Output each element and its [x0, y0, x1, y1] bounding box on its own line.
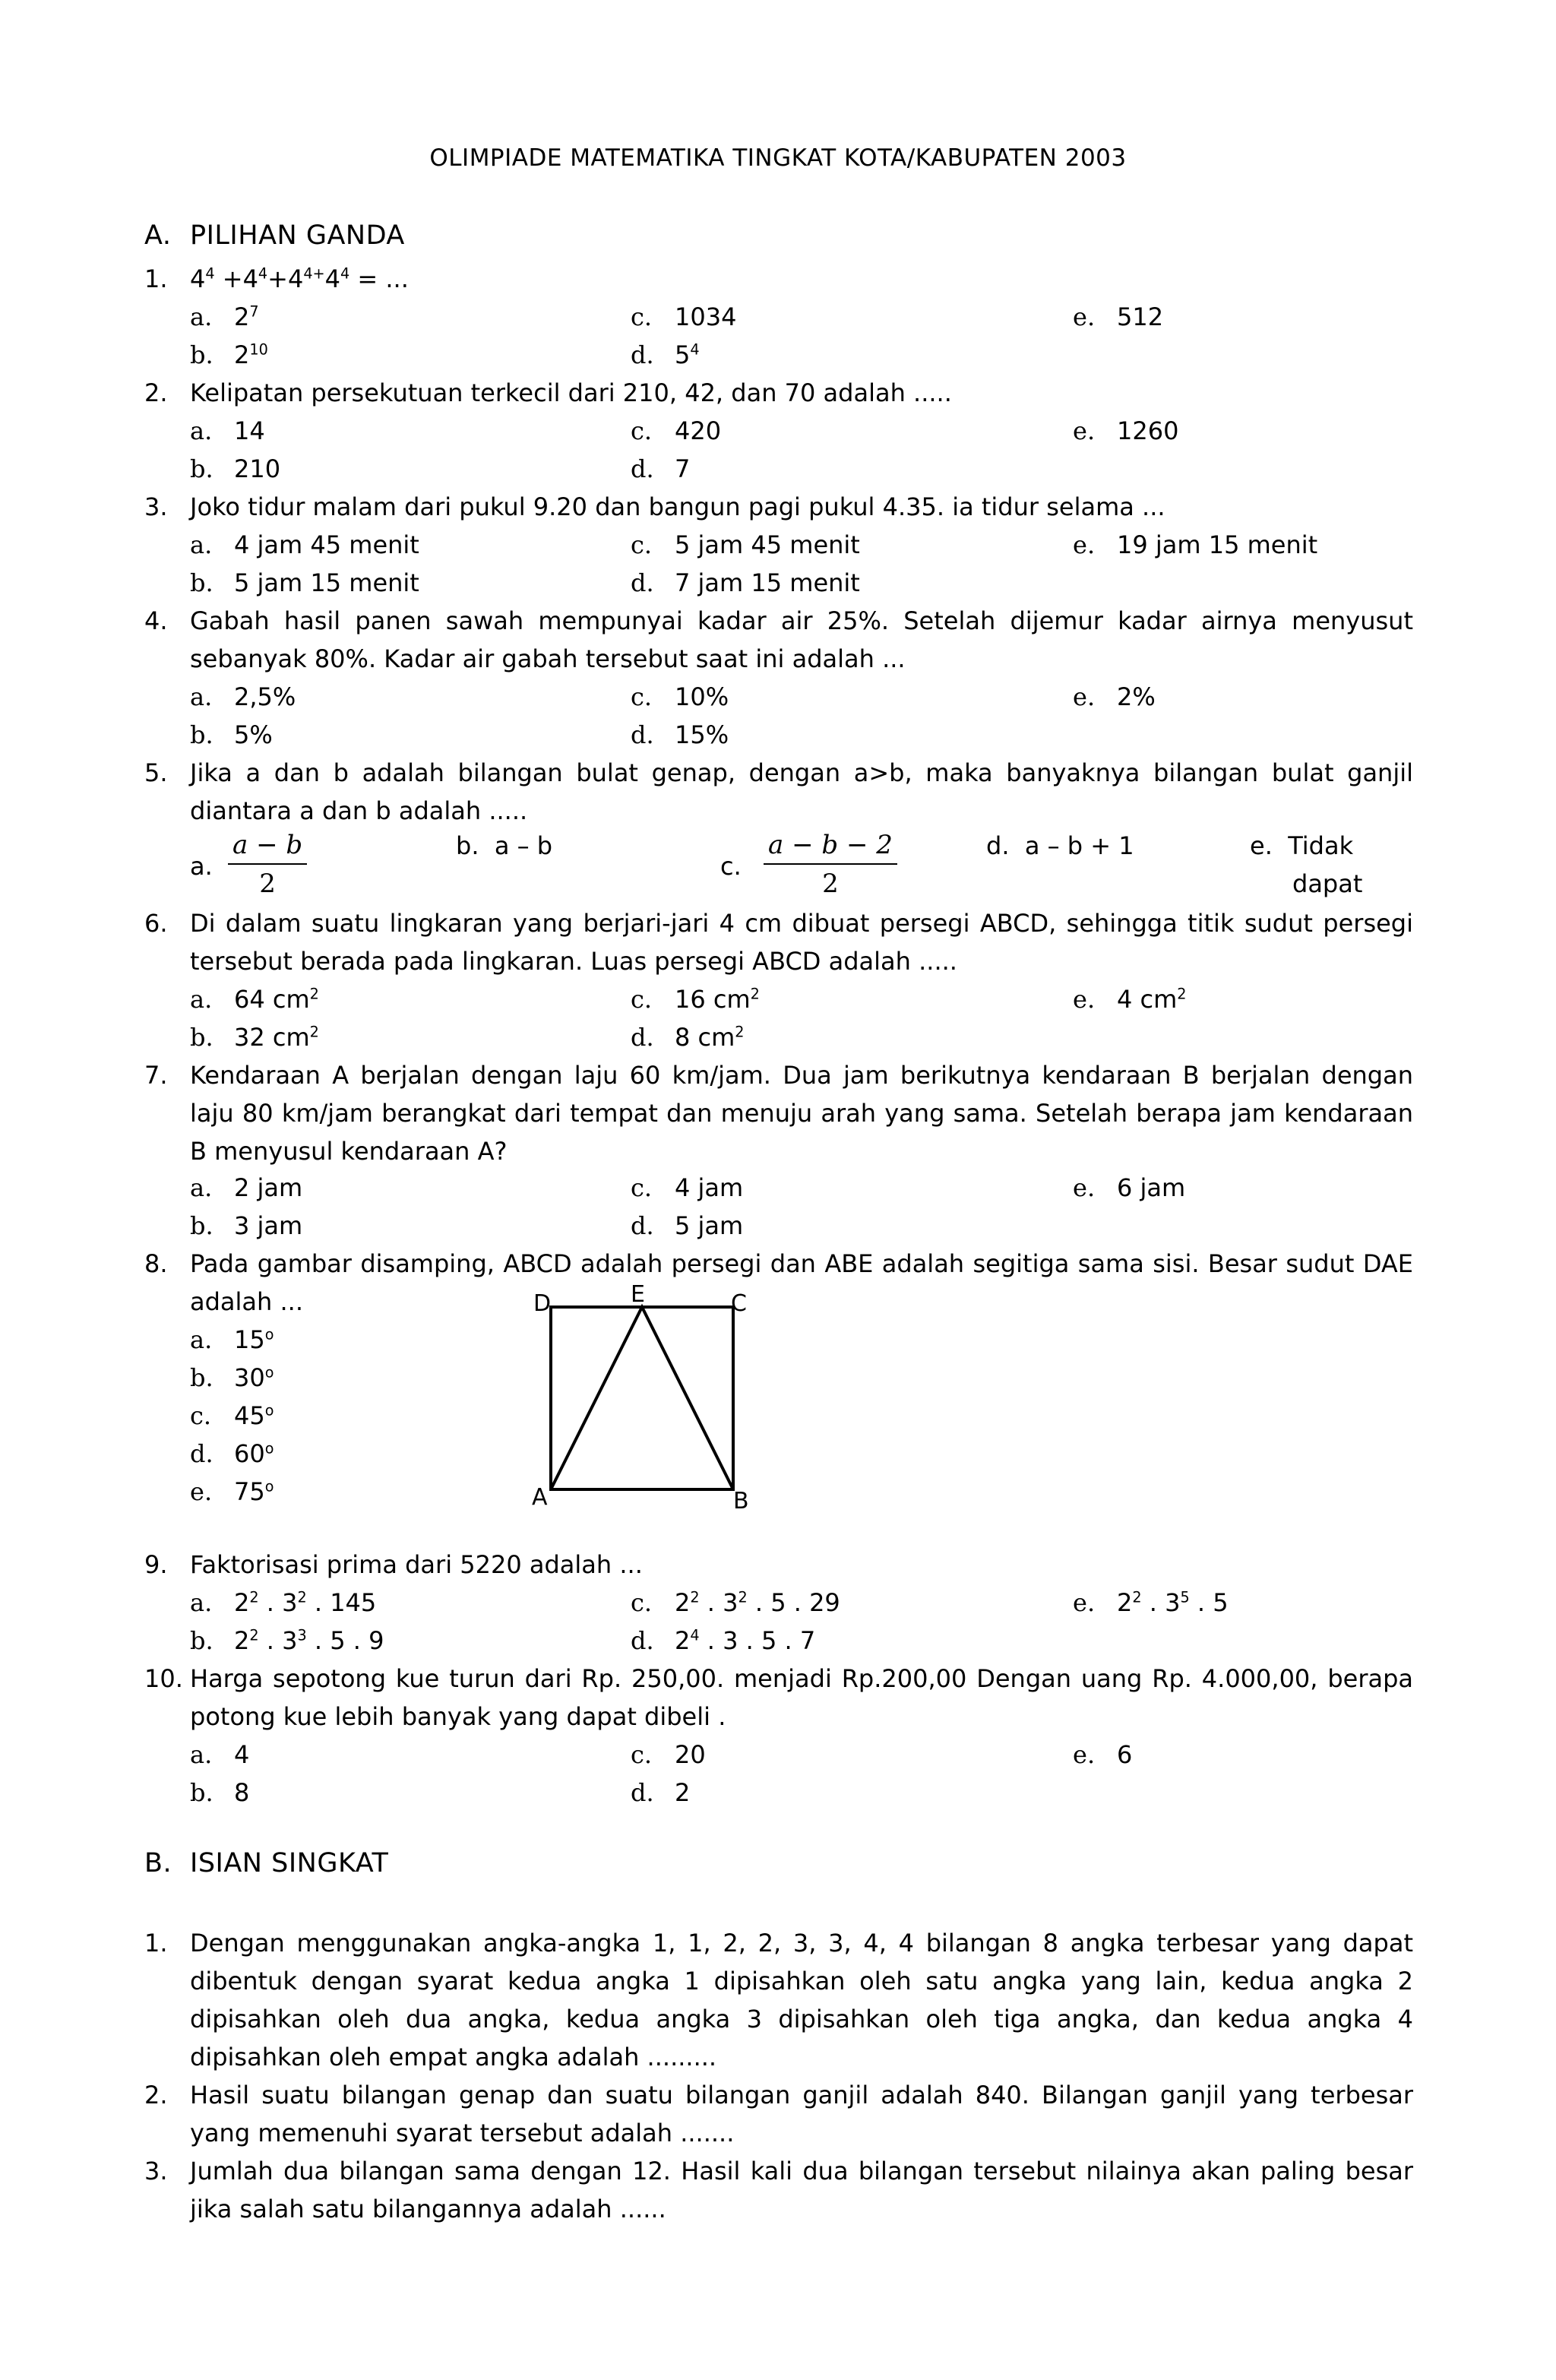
short-question-1: 1. Dengan menggunakan angka-angka 1, 1, 2, 2, 3, 3, 4, 4 bilangan 8 angka terbesar yang dapat dibentuk dengan syarat kedua angka 1 dipisahkan oleh satu angka yang lain, kedua angka 2 dipisahkan oleh dua angka, kedua angka 3 dipisahkan oleh tiga angka, dan kedua angka 4 dipisahkan oleh empat angka adalah .........: [144, 1924, 1413, 2076]
section-name: PILIHAN GANDA: [190, 220, 405, 251]
option-a: a. $2^7$: [190, 302, 259, 331]
question-number: 1.: [144, 264, 168, 293]
section-letter: A.: [144, 220, 172, 251]
question-text: Joko tidur malam dari pukul 9.20 dan bangun pagi pukul 4.35. ia tidur selama ...: [190, 492, 1165, 521]
question-10: 10. Harga sepotong kue turun dari Rp. 250,00. menjadi Rp.200,00 Dengan uang Rp. 4.000,00, berapa potong kue lebih banyak yang dapat dibeli .: [144, 1660, 1413, 1736]
question-3: 3. Joko tidur malam dari pukul 9.20 dan bangun pagi pukul 4.35. ia tidur selama ...: [144, 488, 1413, 526]
section-letter: B.: [144, 1848, 172, 1878]
option-d: d. a – b + 1: [986, 831, 1134, 860]
short-question-2: 2. Hasil suatu bilangan genap dan suatu bilangan ganjil adalah 840. Bilangan ganjil yang terbesar yang memenuhi syarat tersebut adalah .......: [144, 2076, 1413, 2152]
option-e: e. 512: [1073, 302, 1164, 331]
option-a: a. 4: [190, 1740, 250, 1769]
question-text: Jika a dan b adalah bilangan bulat genap, dengan a>b, maka banyaknya bilangan bulat ganjil diantara a dan b adalah .....: [190, 758, 1413, 825]
question-text: $4^4 +4^4+4^{4+}4^4$ = ...: [190, 264, 409, 293]
option-c: c. $2^2$ . $3^2$ . 5 . 29: [631, 1588, 840, 1617]
option-e: e. 19 jam 15 menit: [1073, 530, 1318, 559]
question-text: Kendaraan A berjalan dengan laju 60 km/jam. Dua jam berikutnya kendaraan B berjalan dengan laju 80 km/jam berangkat dari tempat dan menuju arah yang sama. Setelah berapa jam kendaraan B menyusul kendaraan A?: [190, 1061, 1413, 1166]
option-e: e. 4 $cm^2$: [1073, 985, 1187, 1014]
question-6: 6. Di dalam suatu lingkaran yang berjari-jari 4 cm dibuat persegi ABCD, sehingga titik sudut persegi tersebut berada pada lingkaran. Luas persegi ABCD adalah .....: [144, 904, 1413, 980]
square-abcd: [551, 1307, 733, 1489]
question-text: Di dalam suatu lingkaran yang berjari-jari 4 cm dibuat persegi ABCD, sehingga titik sudut persegi tersebut berada pada lingkaran. Luas persegi ABCD adalah .....: [190, 909, 1413, 976]
option-b: b. 210: [190, 454, 281, 483]
question-text: Gabah hasil panen sawah mempunyai kadar air 25%. Setelah dijemur kadar airnya menyusut sebanyak 80%. Kadar air gabah tersebut saat ini adalah ...: [190, 606, 1413, 673]
section-a-heading: [144, 220, 405, 251]
option-d: d. 15%: [631, 720, 729, 749]
option-c: c. 420: [631, 416, 722, 445]
option-c: c. 16 $cm^2$: [631, 985, 760, 1014]
question-text: Faktorisasi prima dari 5220 adalah ...: [190, 1550, 643, 1579]
vertex-label-a: A: [532, 1484, 548, 1511]
option-a: a. 15$^o$: [190, 1325, 274, 1354]
option-e: e. 75$^o$: [190, 1477, 274, 1506]
option-b: b. a – b: [456, 831, 553, 860]
question-7: 7. Kendaraan A berjalan dengan laju 60 km/jam. Dua jam berikutnya kendaraan B berjalan dengan laju 80 km/jam berangkat dari tempat dan menuju arah yang sama. Setelah berapa jam kendaraan B menyusul kendaraan A?: [144, 1056, 1413, 1170]
option-a: a. 2 jam: [190, 1173, 303, 1202]
vertex-label-b: B: [733, 1488, 749, 1514]
option-d: d. 8 $cm^2$: [631, 1023, 745, 1052]
option-a-letter: a.: [190, 852, 213, 881]
option-e: e. 1260: [1073, 416, 1179, 445]
option-e: e. Tidak: [1250, 831, 1354, 860]
option-d: d. 7: [631, 454, 691, 483]
option-d: d. 60$^o$: [190, 1439, 274, 1468]
option-a: a. $2^2$ . $3^2$ . 145: [190, 1588, 377, 1617]
option-a-fraction: $\frac{a - b}{2}$: [228, 827, 307, 903]
question-8: 8. Pada gambar disamping, ABCD adalah persegi dan ABE adalah segitiga sama sisi. Besar sudut DAE adalah ...: [144, 1245, 1413, 1321]
option-b: b. 5 jam 15 menit: [190, 568, 419, 597]
square-triangle-figure: [524, 1273, 767, 1524]
vertex-label-c: C: [731, 1290, 747, 1317]
option-d: d. 5 jam: [631, 1211, 744, 1240]
option-c: c. 4 jam: [631, 1173, 744, 1202]
option-b: b. 32 $cm^2$: [190, 1023, 319, 1052]
question-text: Jumlah dua bilangan sama dengan 12. Hasil kali dua bilangan tersebut nilainya akan paling besar jika salah satu bilangannya adalah ......: [190, 2157, 1413, 2223]
document-title: OLIMPIADE MATEMATIKA TINGKAT KOTA/KABUPATEN 2003: [429, 144, 1127, 172]
question-text: Hasil suatu bilangan genap dan suatu bilangan ganjil adalah 840. Bilangan ganjil yang terbesar yang memenuhi syarat tersebut adalah .......: [190, 2081, 1413, 2147]
option-a: a. 64 $cm^2$: [190, 985, 319, 1014]
option-b: b. 30$^o$: [190, 1363, 274, 1392]
section-name: ISIAN SINGKAT: [190, 1848, 389, 1878]
question-text: Harga sepotong kue turun dari Rp. 250,00. menjadi Rp.200,00 Dengan uang Rp. 4.000,00, berapa potong kue lebih banyak yang dapat dibeli .: [190, 1664, 1413, 1731]
vertex-label-e: E: [631, 1281, 645, 1308]
question-text: Pada gambar disamping, ABCD adalah persegi dan ABE adalah segitiga sama sisi. Besar sudut DAE adalah ...: [190, 1249, 1413, 1316]
short-question-3: 3. Jumlah dua bilangan sama dengan 12. Hasil kali dua bilangan tersebut nilainya akan paling besar jika salah satu bilangannya adalah ......: [144, 2152, 1413, 2228]
option-e: e. 6 jam: [1073, 1173, 1186, 1202]
option-c: c. 10%: [631, 682, 729, 711]
option-c: c. 5 jam 45 menit: [631, 530, 860, 559]
question-2: 2. Kelipatan persekutuan terkecil dari 210, 42, dan 70 adalah .....: [144, 374, 1413, 412]
option-c-fraction: $\frac{a - b - 2}{2}$: [764, 827, 897, 903]
option-d: d. 2: [631, 1778, 691, 1807]
option-c: c. 20: [631, 1740, 706, 1769]
option-b: b. 3 jam: [190, 1211, 303, 1240]
option-c: c. 45$^o$: [190, 1401, 274, 1430]
option-d: d. 7 jam 15 menit: [631, 568, 860, 597]
option-d: d. $5^4$: [631, 340, 700, 369]
option-b: b. 8: [190, 1778, 250, 1807]
option-c: c. 1034: [631, 302, 737, 331]
option-e: e. 2%: [1073, 682, 1156, 711]
option-b: b. 5%: [190, 720, 273, 749]
option-e-line2: dapat: [1292, 869, 1363, 898]
option-b: b. $2^2$ . $3^3$ . 5 . 9: [190, 1626, 384, 1655]
option-d: d. $2^4$ . 3 . 5 . 7: [631, 1626, 816, 1655]
question-5: 5. Jika a dan b adalah bilangan bulat genap, dengan a>b, maka banyaknya bilangan bulat ganjil diantara a dan b adalah .....: [144, 754, 1413, 830]
section-b-heading: [144, 1848, 388, 1878]
question-4: 4. Gabah hasil panen sawah mempunyai kadar air 25%. Setelah dijemur kadar airnya menyusut sebanyak 80%. Kadar air gabah tersebut saat ini adalah ...: [144, 602, 1413, 678]
option-a: a. 2,5%: [190, 682, 296, 711]
option-c-letter: c.: [720, 852, 742, 881]
question-9: 9. Faktorisasi prima dari 5220 adalah ...: [144, 1546, 1413, 1584]
vertex-label-d: D: [533, 1290, 552, 1317]
question-1: [144, 260, 1413, 298]
question-text: Kelipatan persekutuan terkecil dari 210, 42, dan 70 adalah .....: [190, 378, 952, 407]
triangle-abe: [551, 1307, 733, 1489]
option-e: e. $2^2$ . $3^5$ . 5: [1073, 1588, 1229, 1617]
question-text: Dengan menggunakan angka-angka 1, 1, 2, 2, 3, 3, 4, 4 bilangan 8 angka terbesar yang dapat dibentuk dengan syarat kedua angka 1 dipisahkan oleh satu angka yang lain, kedua angka 2 dipisahkan oleh dua angka, kedua angka 3 dipisahkan oleh tiga angka, dan kedua angka 4 dipisahkan oleh empat angka adalah .........: [190, 1929, 1413, 2071]
option-a: a. 14: [190, 416, 265, 445]
option-b: b. $2^{10}$: [190, 340, 268, 369]
option-a: a. 4 jam 45 menit: [190, 530, 419, 559]
option-e: e. 6: [1073, 1740, 1133, 1769]
